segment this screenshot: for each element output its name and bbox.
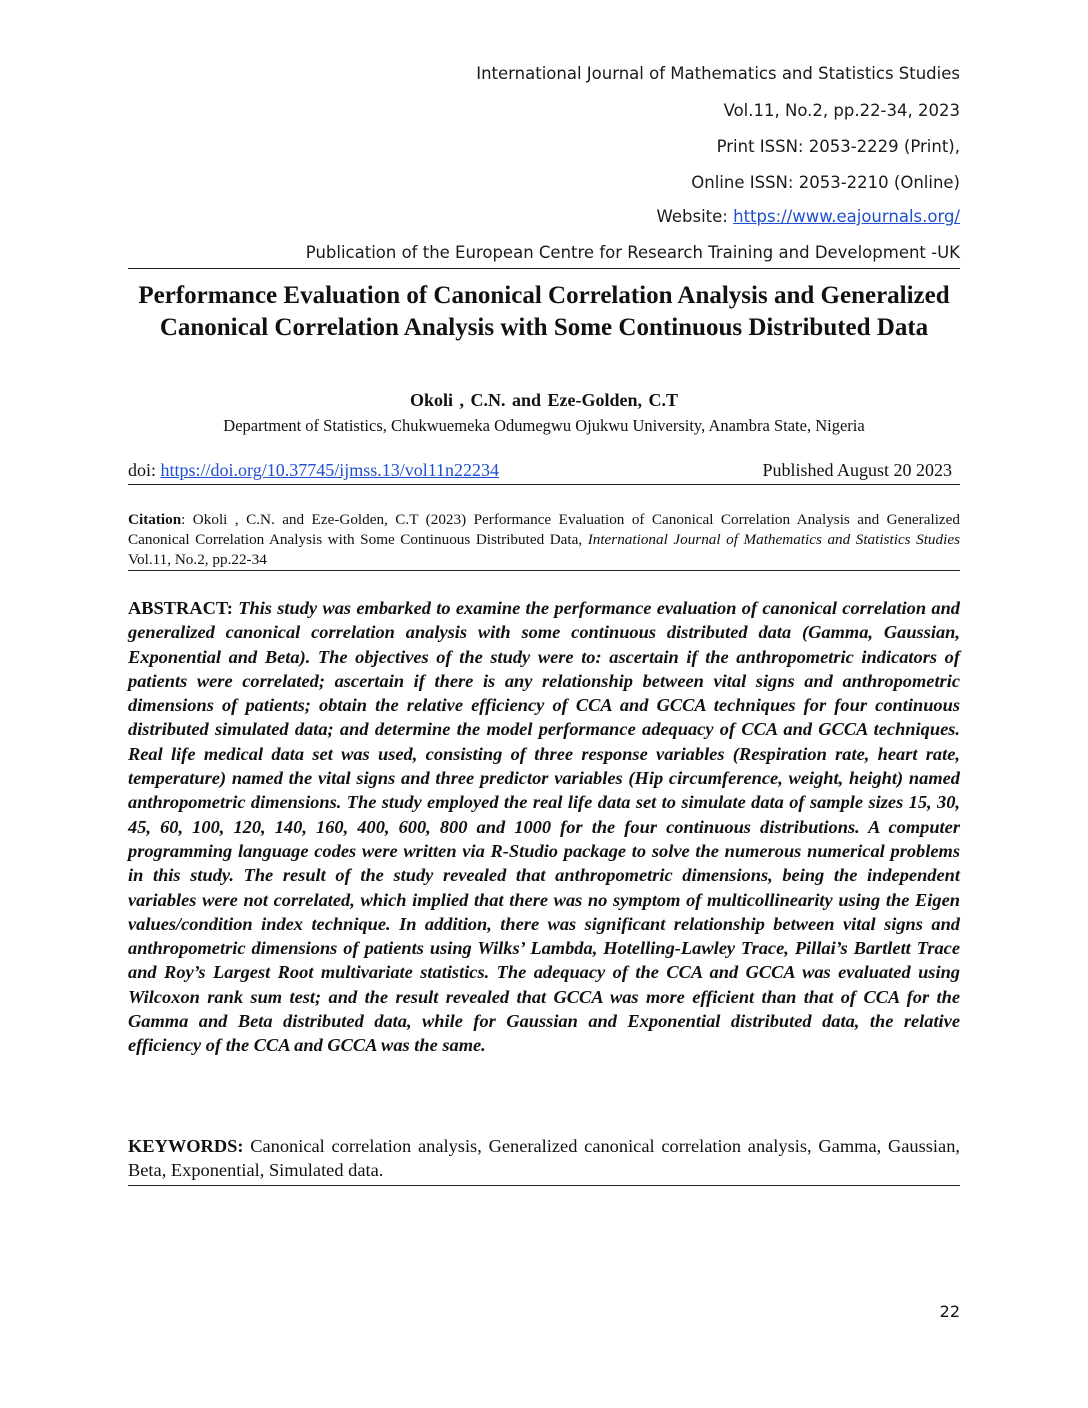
print-issn: Print ISSN: 2053-2229 (Print), <box>716 137 960 156</box>
website-label: Website: <box>656 207 734 226</box>
journal-name: International Journal of Mathematics and Statistics Studies <box>476 64 960 83</box>
keywords-block <box>128 1134 960 1183</box>
keywords-label: KEYWORDS: <box>128 1136 244 1156</box>
website-line <box>657 207 960 226</box>
doi <box>128 460 499 481</box>
paper-authors: Okoli , C.N. and Eze-Golden, C.T <box>409 390 679 410</box>
doi-link[interactable]: https://doi.org/10.37745/ijmss.13/vol11n22234 <box>160 460 500 480</box>
publisher-line: Publication of the European Centre for Research Training and Development -UK <box>305 243 960 262</box>
abstract-label: ABSTRACT: <box>128 598 233 618</box>
website-link[interactable]: https://www.eajournals.org/ <box>733 207 960 226</box>
abstract-block <box>128 596 960 1058</box>
page-number: 22 <box>939 1302 960 1321</box>
published-date: Published August 20 2023 <box>762 460 952 480</box>
citation-divider <box>128 570 960 571</box>
paper-affiliation: Department of Statistics, Chukwuemeka Odumegwu Ojukwu University, Anambra State, Nigeria <box>223 416 865 435</box>
paper-title: Performance Evaluation of Canonical Correlation Analysis and Generalized Canonical Correlation Analysis with Some Continuous Distributed Data <box>138 282 950 341</box>
header-divider <box>128 268 960 269</box>
online-issn: Online ISSN: 2053-2210 (Online) <box>691 173 960 192</box>
citation-text: : Okoli , C.N. and Eze-Golden, C.T (2023) Performance Evaluation of Canonical Correlation Analysis and Generalized Canonical Correlation Analysis with Some Continuous Distributed Data, <box>128 511 960 548</box>
keywords-text: Canonical correlation analysis, Generalized canonical correlation analysis, Gamma, Gaussian, Beta, Exponential, Simulated data. <box>128 1136 960 1181</box>
abstract-text: This study was embarked to examine the performance evaluation of canonical correlation and generalized canonical correlation analysis with some continuous distributed data (Gamma, Gaussian, Exponential and Beta). The objectives of the study were to: ascertain if the anthropometric indicators of patients were correlated; ascertain if there is any relationship between vital signs and anthropometric dimensions of patients; obtain the relative efficiency of CCA and GCCA techniques for four continuous distributed simulated data; and determine the model performance adequacy of CCA and GCCA techniques. Real life medical data set was used, consisting of three response variables (Respiration rate, heart rate, temperature) named the vital signs and three predictor variables (Hip circumference, weight, height) named anthropometric dimensions. The study employed the real life data set to simulate data of sample sizes 15, 30, 45, 60, 100, 120, 140, 160, 400, 600, 800 and 1000 for the four continuous distributions. A computer programming language codes were written via R-Studio package to solve the numerous numerical problems in this study. The result of the study revealed that anthropometric dimensions, being the independent variables were not correlated, which implied that there was no symptom of multicollinearity using the Eigen values/condition index technique. In addition, there was significant relationship between vital signs and anthropometric dimensions of patients using Wilks’ Lambda, Hotelling-Lawley Trace, Pillai’s Bartlett Trace and Roy’s Largest Root multivariate statistics. The adequacy of the CCA and GCCA was evaluated using Wilcoxon rank sum test; and the result revealed that GCCA was more efficient than that of CCA for the Gamma and Beta distributed data, while for Gaussian and Exponential distributed data, the relative efficiency of the CCA and GCCA was the same. <box>128 598 960 1056</box>
citation-label: Citation <box>128 511 182 528</box>
citation-journal: International Journal of Mathematics and Statistics Studies <box>587 531 960 548</box>
doi-label: doi: <box>128 460 161 480</box>
volume-info: Vol.11, No.2, pp.22-34, 2023 <box>723 101 960 120</box>
doi-divider <box>128 484 960 485</box>
citation-volume: Vol.11, No.2, pp.22-34 <box>128 551 267 568</box>
doi-row <box>128 460 960 481</box>
citation-block <box>128 510 960 570</box>
keywords-divider <box>128 1185 960 1186</box>
